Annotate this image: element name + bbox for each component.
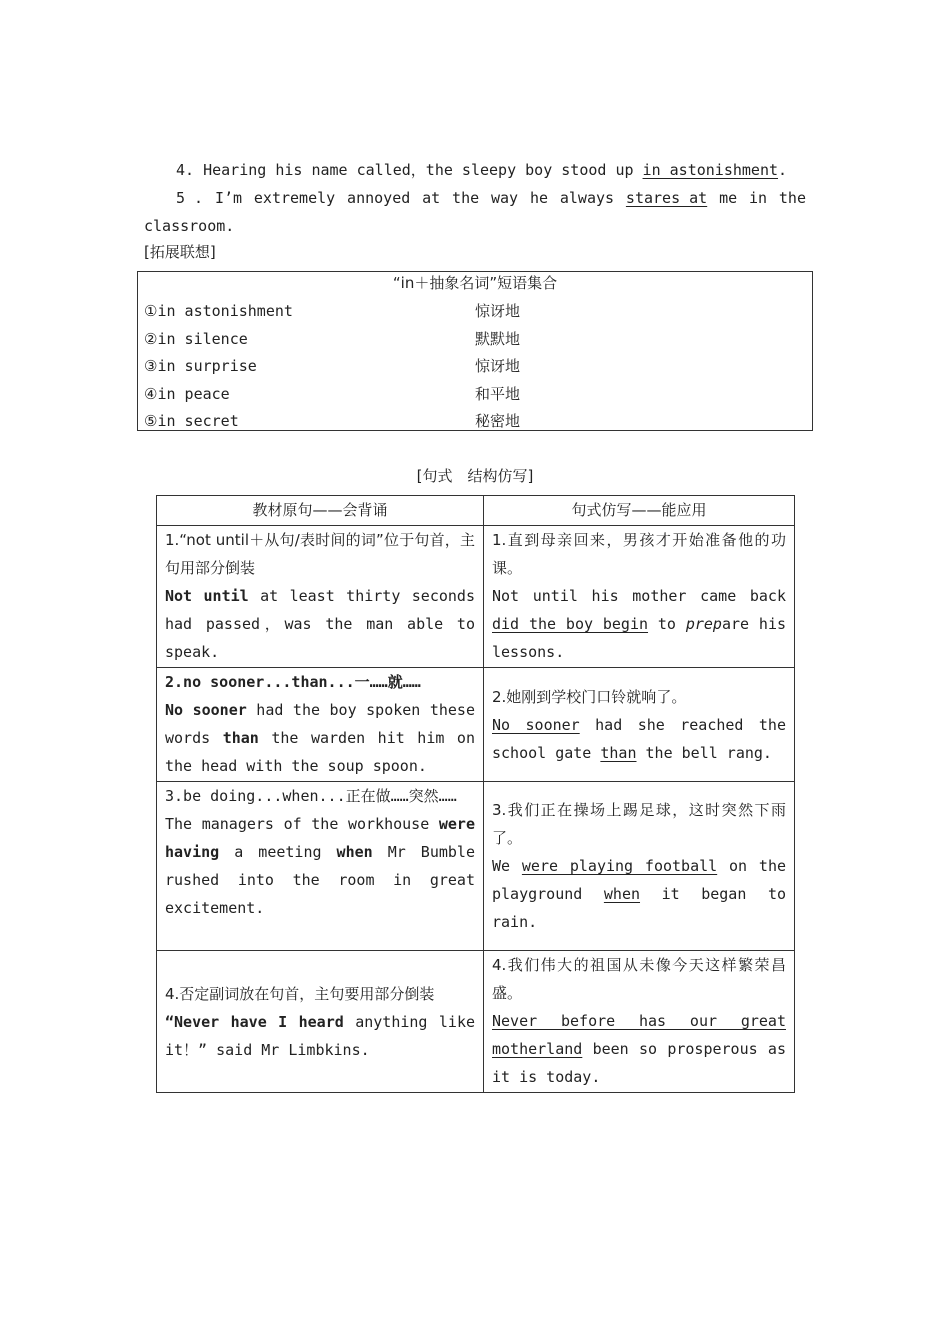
phrase: ④in peace bbox=[144, 385, 230, 403]
example-sentence bbox=[165, 582, 475, 666]
chinese-prompt: 4.我们伟大的祖国从未像今天这样繁荣昌盛。 bbox=[492, 956, 786, 1002]
sentence-5-continuation: classroom. bbox=[144, 217, 235, 235]
table-header-row bbox=[157, 496, 795, 526]
answer-text: had she reached the school gate bbox=[492, 715, 786, 762]
sentence-number: 4 bbox=[176, 161, 186, 179]
table-row bbox=[157, 668, 795, 782]
answer-blank: Never before has our great motherland bbox=[492, 1012, 786, 1058]
phrase: ⑤in secret bbox=[144, 412, 239, 430]
word: way bbox=[491, 189, 519, 207]
example-text: at least thirty seconds had passed，was the man able to speak. bbox=[165, 587, 475, 661]
key-phrase: than bbox=[222, 729, 259, 747]
imitation-cell bbox=[484, 951, 795, 1093]
table-row bbox=[157, 951, 795, 1093]
example-sentence bbox=[165, 696, 475, 780]
answer-blank: than bbox=[600, 743, 637, 762]
meaning: 秘密地 bbox=[475, 412, 521, 430]
key-phrase: “Never have I heard bbox=[165, 1012, 344, 1031]
word: the bbox=[452, 189, 480, 207]
phrase: ③in surprise bbox=[144, 357, 257, 375]
italic-text: prep bbox=[685, 615, 722, 633]
table-row bbox=[138, 407, 812, 435]
key-phrase: No sooner bbox=[165, 701, 247, 719]
sentence-text: Hearing his name called，the sleepy boy stood up bbox=[203, 161, 643, 179]
answer-text: the bell rang. bbox=[636, 743, 772, 762]
word: at bbox=[422, 189, 441, 207]
answer-text: on the playground bbox=[492, 857, 786, 903]
example-sentence bbox=[165, 1008, 475, 1064]
table-title: “in＋抽象名词”短语集合 bbox=[392, 274, 558, 292]
expand-label: [拓展联想] bbox=[144, 243, 216, 261]
rule-value: 2.no sooner...than...一……就…… bbox=[165, 673, 421, 691]
answer-blank: in astonishment bbox=[642, 161, 779, 179]
example-text: had the boy spoken these words bbox=[165, 701, 475, 747]
rule-text bbox=[165, 668, 475, 696]
imitation-cell bbox=[484, 668, 795, 782]
table-row bbox=[138, 352, 812, 380]
chinese-prompt: 2.她刚到学校门口铃就响了。 bbox=[492, 687, 687, 706]
column-header: 句式仿写——能应用 bbox=[484, 496, 795, 526]
phrase-collection-table bbox=[137, 271, 813, 431]
english-answer bbox=[492, 711, 786, 767]
rule-value: 3.be doing...when...正在做……突然…… bbox=[165, 787, 457, 805]
word: always bbox=[559, 189, 615, 207]
number-value: 5 bbox=[176, 189, 186, 207]
phrase: ②in silence bbox=[144, 330, 248, 348]
word: the bbox=[778, 189, 806, 207]
example-text: a meeting bbox=[219, 843, 337, 861]
original-sentence-cell bbox=[157, 951, 484, 1093]
answer-text: been so prosperous as it is today. bbox=[492, 1040, 786, 1086]
key-phrase: when bbox=[336, 843, 373, 861]
sentence-end: . bbox=[778, 161, 788, 179]
rule-text: 4.否定副词放在句首，主句要用部分倒装 bbox=[165, 984, 435, 1003]
meaning: 惊讶地 bbox=[475, 302, 521, 320]
answer-blank: were playing football bbox=[521, 857, 718, 875]
phrase: ①in astonishment bbox=[144, 302, 293, 320]
chinese-prompt: 1.直到母亲回来，男孩才开始准备他的功课。 bbox=[492, 531, 786, 577]
word: he bbox=[529, 189, 549, 207]
table-row bbox=[157, 526, 795, 668]
sentence-number: 5 . bbox=[176, 189, 204, 207]
meaning: 惊讶地 bbox=[475, 357, 521, 375]
original-sentence-cell bbox=[157, 526, 484, 668]
word: annoyed bbox=[347, 189, 411, 207]
answer-blank: when bbox=[603, 885, 641, 903]
example-text: the warden hit him on the head with the soup spoon. bbox=[165, 729, 475, 775]
table-row bbox=[138, 380, 812, 408]
section-title: [句式 结构仿写] bbox=[416, 467, 534, 485]
table-row bbox=[138, 325, 812, 353]
key-phrase: Not until bbox=[165, 587, 249, 605]
answer-text: to bbox=[648, 615, 686, 633]
imitation-cell bbox=[484, 526, 795, 668]
column-header: 教材原句——会背诵 bbox=[157, 496, 484, 526]
example-sentence bbox=[165, 810, 475, 922]
table-row bbox=[157, 782, 795, 951]
english-answer bbox=[492, 582, 786, 666]
meaning: 和平地 bbox=[475, 385, 521, 403]
answer-blank: did the boy begin bbox=[492, 615, 649, 633]
sentence-5 bbox=[176, 184, 806, 212]
key-phrase: were having bbox=[165, 815, 475, 861]
word: in bbox=[748, 189, 768, 207]
word: extremely bbox=[253, 189, 336, 207]
sentence-4: 4. Hearing his name called，the sleepy boy stood up in astonishment. bbox=[176, 161, 788, 179]
rule-text: 1.“not until＋从句/表时间的词”位于句首，主句用部分倒装 bbox=[165, 531, 475, 577]
table-row bbox=[138, 297, 812, 325]
example-text: Mr Bumble rushed into the room in great excitement. bbox=[165, 843, 475, 917]
example-text: anything like it！” said Mr Limbkins. bbox=[165, 1012, 475, 1059]
answer-blank: No sooner bbox=[492, 715, 580, 734]
original-sentence-cell bbox=[157, 668, 484, 782]
answer-text: Not until his mother came back bbox=[492, 587, 786, 605]
rule-text bbox=[165, 782, 475, 810]
chinese-prompt: 3.我们正在操场上踢足球，这时突然下雨了。 bbox=[492, 801, 786, 847]
english-answer bbox=[492, 1007, 786, 1091]
english-answer bbox=[492, 852, 786, 936]
sentence-pattern-table bbox=[156, 495, 795, 1093]
meaning: 默默地 bbox=[475, 330, 521, 348]
imitation-cell bbox=[484, 782, 795, 951]
word: me bbox=[719, 189, 738, 207]
original-sentence-cell bbox=[157, 782, 484, 951]
example-text: The managers of the workhouse bbox=[165, 815, 439, 833]
word: I’m bbox=[214, 189, 243, 207]
answer-text: are his lessons. bbox=[492, 615, 787, 661]
answer-text: We bbox=[492, 857, 522, 875]
answer-text: it began to rain. bbox=[492, 885, 787, 931]
answer-blank: stares at bbox=[625, 189, 708, 207]
